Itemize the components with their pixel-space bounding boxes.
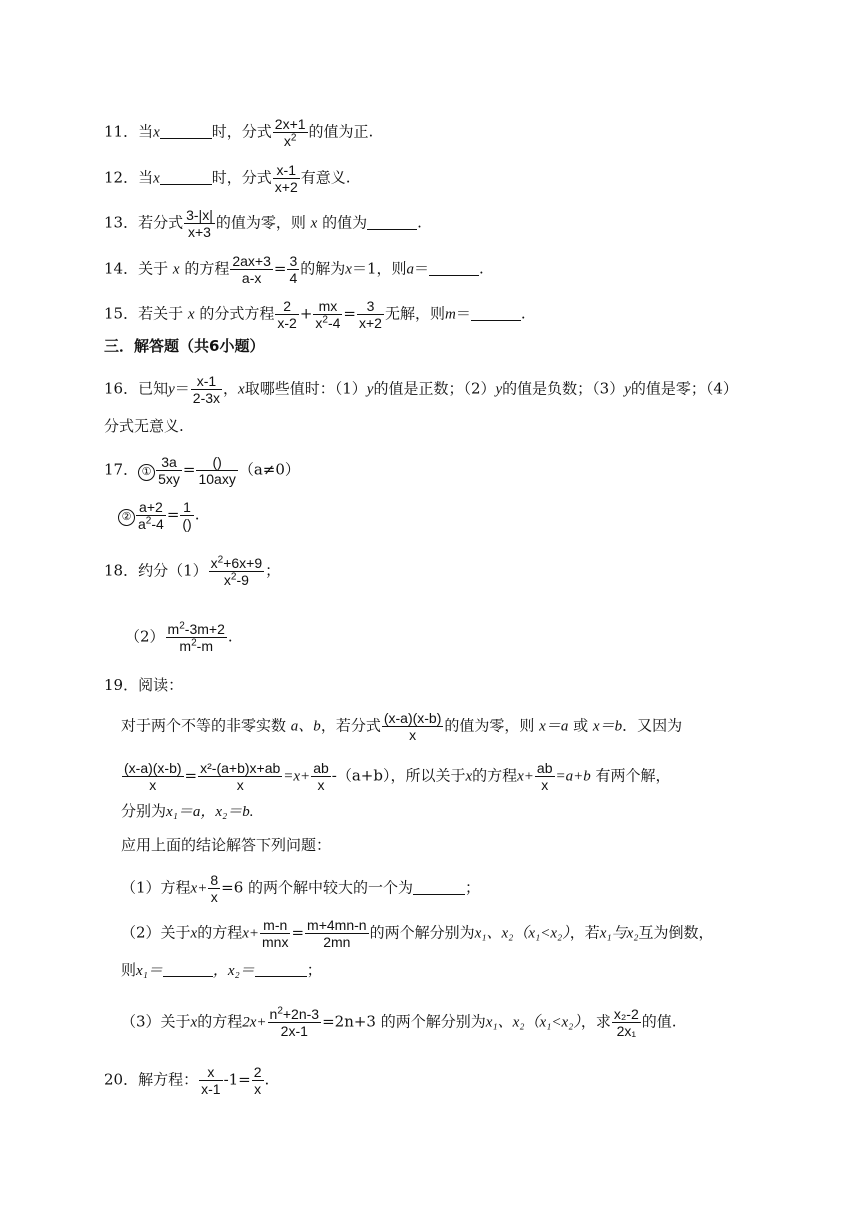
q-text: 的解为 — [300, 259, 346, 278]
numerator — [209, 555, 265, 571]
denominator: () — [182, 516, 192, 532]
q-text: 时，分式 — [211, 168, 272, 187]
numerator: 3 — [366, 298, 375, 314]
denominator — [273, 132, 308, 149]
q-text: ＝1，则 — [351, 259, 407, 278]
q-text: （2） — [125, 627, 165, 646]
q-text: 关于 — [138, 259, 169, 278]
q-text: 对于两个不等的非零实数 — [121, 716, 287, 735]
denominator: x — [535, 776, 555, 793]
variable: x+ — [242, 925, 260, 942]
denominator: x+3 — [184, 223, 215, 240]
q-text: ， — [223, 379, 239, 398]
question-16-line2: 分式无意义. — [104, 417, 184, 435]
base: n — [269, 1006, 278, 1022]
q-number: 11． — [104, 122, 139, 141]
variable: x — [153, 124, 160, 141]
q-text: 当 — [138, 122, 154, 141]
q-text: 的方程 — [197, 923, 243, 942]
q-text: . — [264, 1070, 270, 1089]
numerator: (x-a)(x-b) — [383, 710, 442, 726]
numerator: ab — [536, 760, 553, 776]
q-number: 15． — [104, 304, 139, 323]
denominator — [313, 314, 342, 331]
exponent: 2 — [217, 554, 224, 566]
q-number: 19． — [104, 676, 139, 694]
rest: -9 — [236, 572, 249, 588]
denominator: 5xy — [158, 471, 180, 487]
q-number: 20． — [104, 1070, 139, 1089]
q-text: 有意义. — [300, 168, 351, 187]
base: a — [138, 516, 146, 532]
q-text: =2n+3 的两个解分别为 — [322, 1012, 486, 1031]
variable: x — [310, 215, 318, 232]
variable: x＝a — [539, 718, 569, 735]
denominator: x — [208, 888, 220, 905]
question-19 — [104, 675, 183, 695]
fraction — [535, 760, 555, 793]
q-text: 或 — [573, 716, 589, 735]
q-number: 12． — [104, 168, 139, 187]
numerator: (x-a)(x-b) — [124, 760, 182, 776]
answer-blank[interactable] — [471, 306, 521, 321]
q-text: -（a+b），所以关于 — [331, 766, 466, 785]
q-text: 的方程 — [184, 259, 230, 278]
q-text: . — [227, 627, 233, 646]
q-text: . — [417, 213, 422, 232]
fraction — [311, 760, 331, 793]
numerator: 2x+1 — [274, 116, 306, 132]
denominator: x — [122, 776, 184, 793]
base: m — [179, 638, 192, 654]
q-text: =a+b — [555, 768, 591, 785]
q-text: 的值是零；（4） — [630, 379, 738, 398]
q-text: . — [194, 505, 200, 524]
numerator: 2 — [283, 298, 291, 314]
denominator: x — [252, 1080, 264, 1097]
q-text: 的值为 — [322, 213, 368, 232]
fraction — [382, 710, 444, 743]
variable: x — [187, 306, 195, 323]
fraction — [156, 454, 182, 487]
circled-number: ① — [138, 464, 155, 481]
operator: = — [291, 923, 305, 942]
numerator: m+4mn-n — [307, 917, 367, 933]
answer-blank[interactable] — [429, 261, 479, 276]
variable: y — [624, 381, 631, 398]
numerator: x — [207, 1064, 215, 1080]
denominator: x-2 — [277, 315, 297, 331]
fraction — [612, 1006, 641, 1039]
fraction — [313, 298, 342, 331]
fraction — [136, 499, 166, 532]
numerator: 2ax+3 — [232, 253, 271, 269]
fraction — [196, 454, 237, 487]
q-number: 14． — [104, 259, 139, 278]
variable: y — [168, 381, 175, 398]
operator: = — [184, 766, 198, 785]
exponent: 2 — [145, 515, 152, 527]
variable: x₁＝a，x₂＝b. — [166, 804, 254, 820]
q-text: ，若 — [569, 923, 600, 942]
variable: a、b — [290, 718, 321, 735]
operator: + — [299, 304, 313, 323]
fraction — [260, 917, 290, 950]
variable: x₁、x₂（x₁<x₂） — [474, 925, 570, 942]
denominator: x-1 — [201, 1081, 221, 1097]
q-number: 18． — [104, 561, 139, 580]
q-text: ．又因为 — [622, 716, 683, 735]
q-text: ，求 — [580, 1012, 611, 1031]
variable: 2x+ — [242, 1014, 267, 1031]
base: x — [223, 572, 231, 588]
denominator: 2x-1 — [268, 1022, 322, 1039]
operator: = — [343, 304, 356, 323]
answer-blank[interactable] — [160, 170, 212, 185]
question-12 — [104, 162, 351, 195]
q19-sub-2 — [121, 917, 714, 950]
section-heading: 三．解答题（共6小题） — [104, 337, 265, 355]
numerator: x₂-2 — [613, 1006, 639, 1022]
exponent: 2 — [277, 1005, 283, 1017]
fraction — [209, 555, 265, 588]
q-text: ； — [306, 961, 322, 979]
variable: y — [495, 381, 503, 398]
answer-blank[interactable] — [163, 962, 213, 977]
q-number: 17． — [104, 460, 139, 479]
numerator — [166, 621, 227, 637]
variable: x — [345, 261, 352, 278]
q-text: 的值为零，则 — [215, 213, 306, 232]
operator: = — [273, 259, 287, 278]
answer-blank[interactable] — [367, 215, 417, 230]
question-17 — [104, 454, 300, 487]
base: x — [210, 555, 218, 571]
variable: x＝b — [592, 718, 623, 735]
numerator: () — [212, 454, 222, 470]
q-text: 已知 — [138, 379, 169, 398]
q-text: 的方程 — [472, 766, 518, 785]
denominator: x — [311, 776, 331, 793]
denominator: x — [382, 726, 444, 743]
fraction — [122, 760, 184, 793]
variable: x₁与x₂ — [599, 925, 639, 942]
numerator: x²-(a+b)x+ab — [200, 760, 281, 776]
base: x — [315, 315, 323, 331]
denominator: x+2 — [358, 315, 382, 331]
exponent: 2 — [290, 132, 297, 144]
denominator: 2x₁ — [612, 1022, 641, 1039]
q-text: 的值为零，则 — [444, 716, 535, 735]
q-text: 无解，则 — [384, 304, 445, 323]
denominator: 10axy — [198, 471, 236, 487]
question-15 — [104, 298, 526, 331]
rest: +2n-3 — [282, 1006, 320, 1022]
numerator: ab — [313, 760, 329, 776]
q-text: 分别为 — [121, 802, 167, 820]
q-text: . — [520, 304, 526, 323]
denominator: 4 — [289, 270, 298, 286]
variable: x — [190, 1014, 198, 1031]
q-text: 互为倒数， — [638, 923, 714, 942]
denominator: x+2 — [274, 179, 298, 195]
numerator: a+2 — [139, 499, 163, 515]
rest: -4 — [151, 516, 164, 532]
q-text: 约分（1） — [138, 561, 208, 580]
exponent: 2 — [230, 571, 237, 583]
numerator: m-n — [263, 917, 288, 933]
numerator: mx — [318, 298, 338, 314]
circled-number: ② — [118, 509, 135, 526]
q-text: 的值为正. — [308, 122, 374, 141]
q-text: 的值是正数；（2） — [373, 379, 496, 398]
variable: ，x₂＝ — [212, 963, 255, 979]
fraction — [287, 253, 299, 286]
numerator: 3-|x| — [186, 207, 213, 223]
variable: y — [366, 381, 374, 398]
fraction — [273, 116, 308, 149]
fraction — [191, 373, 222, 406]
rest: -m — [196, 638, 213, 654]
operator: = — [166, 505, 180, 524]
exponent: 2 — [179, 620, 185, 632]
numerator: 8 — [210, 872, 219, 888]
q-number: 13． — [104, 213, 139, 232]
q-text: 阅读： — [138, 676, 184, 694]
q-text: ，若分式 — [320, 716, 381, 735]
q-text: . — [479, 259, 484, 278]
rest: -4 — [327, 315, 341, 331]
numerator — [268, 1006, 322, 1022]
denominator: a-x — [230, 269, 273, 286]
q-text: （3）关于 — [121, 1012, 191, 1031]
denominator — [136, 515, 166, 532]
q19-paragraph-4: 应用上面的结论解答下列问题： — [121, 836, 332, 854]
variable: x — [465, 768, 473, 785]
variable: x — [172, 261, 180, 278]
variable: x — [190, 925, 198, 942]
answer-blank[interactable] — [413, 880, 465, 895]
fraction — [184, 207, 215, 240]
q-text: （1）方程 — [121, 878, 191, 897]
answer-blank[interactable] — [160, 124, 212, 139]
rest: +6x+9 — [223, 555, 263, 571]
denominator — [209, 571, 265, 588]
question-11 — [104, 116, 373, 149]
fraction — [305, 917, 369, 950]
variable: a — [406, 261, 415, 278]
numerator: 3a — [161, 454, 177, 470]
q-text: 取哪些值时：（1） — [244, 379, 367, 398]
denominator: x — [198, 776, 282, 793]
fraction — [199, 1064, 222, 1097]
variable: x₁、x₂（x₁<x₂） — [485, 1014, 581, 1031]
operator: -1= — [223, 1070, 251, 1089]
fraction — [357, 298, 384, 331]
fraction — [268, 1006, 322, 1039]
q-text: ＝ — [455, 304, 471, 323]
q19-paragraph-3 — [121, 801, 254, 822]
q-text: 若分式 — [138, 213, 184, 232]
q-text: =x+ — [283, 768, 311, 785]
numerator: x-1 — [276, 162, 296, 178]
numerator: 2 — [253, 1064, 262, 1080]
variable: m — [444, 306, 456, 323]
q-text: 当 — [138, 168, 154, 187]
fraction — [198, 760, 282, 793]
q19-paragraph-1 — [121, 710, 682, 743]
fraction — [273, 162, 300, 195]
q-text: 若关于 — [138, 304, 184, 323]
denominator: 2mn — [305, 933, 369, 950]
fraction — [275, 298, 298, 331]
question-20 — [104, 1064, 269, 1097]
answer-blank[interactable] — [255, 962, 307, 977]
q-text: （2）关于 — [121, 923, 191, 942]
q-number: 16． — [104, 379, 139, 398]
fraction — [252, 1064, 264, 1097]
question-18-part2 — [125, 621, 233, 654]
q-text: 则 — [121, 961, 137, 979]
question-17-part2 — [118, 499, 200, 532]
q-text: 的两个解分别为 — [369, 923, 475, 942]
q19-paragraph-2 — [121, 760, 671, 793]
q-text: 的分式方程 — [199, 304, 275, 323]
numerator: 3 — [289, 253, 298, 269]
q-text: 解方程： — [138, 1070, 199, 1089]
numerator: x-1 — [196, 373, 217, 389]
q-text: ； — [465, 878, 481, 897]
q-text: 的值. — [641, 1012, 677, 1031]
denominator — [166, 637, 227, 654]
q-text: （a≠0） — [238, 460, 300, 479]
operator: ＝ — [174, 379, 190, 398]
base: m — [167, 621, 180, 637]
numerator: 1 — [183, 499, 191, 515]
variable: x — [238, 381, 245, 398]
question-13 — [104, 207, 422, 240]
fraction — [230, 253, 273, 286]
base: x — [283, 133, 291, 149]
variable: x₁＝ — [136, 963, 163, 979]
q19-sub-2-line2 — [121, 960, 322, 981]
variable: x+ — [190, 880, 208, 897]
fraction — [180, 499, 193, 532]
rest: -3m+2 — [184, 621, 225, 637]
q-text: ； — [265, 561, 281, 580]
denominator: mnx — [262, 934, 289, 950]
fraction — [208, 872, 220, 905]
operator: = — [182, 460, 196, 479]
q19-sub-3 — [121, 1006, 677, 1039]
question-18 — [104, 555, 280, 588]
q-text: 的方程 — [197, 1012, 243, 1031]
q19-sub-1 — [121, 872, 480, 905]
q-text: ＝ — [414, 259, 430, 278]
fraction — [166, 621, 227, 654]
q-text: 时，分式 — [211, 122, 272, 141]
question-14 — [104, 253, 484, 286]
variable: x — [153, 170, 160, 187]
q-text: =6 的两个解中较大的一个为 — [221, 878, 414, 897]
q-text: 有两个解， — [595, 766, 671, 785]
denominator: 2-3x — [192, 390, 221, 406]
q-text: 的值是负数；（3） — [502, 379, 625, 398]
variable: x+ — [517, 768, 534, 785]
exponent: 2 — [322, 314, 328, 326]
question-16 — [104, 373, 738, 406]
exponent: 2 — [191, 637, 197, 649]
